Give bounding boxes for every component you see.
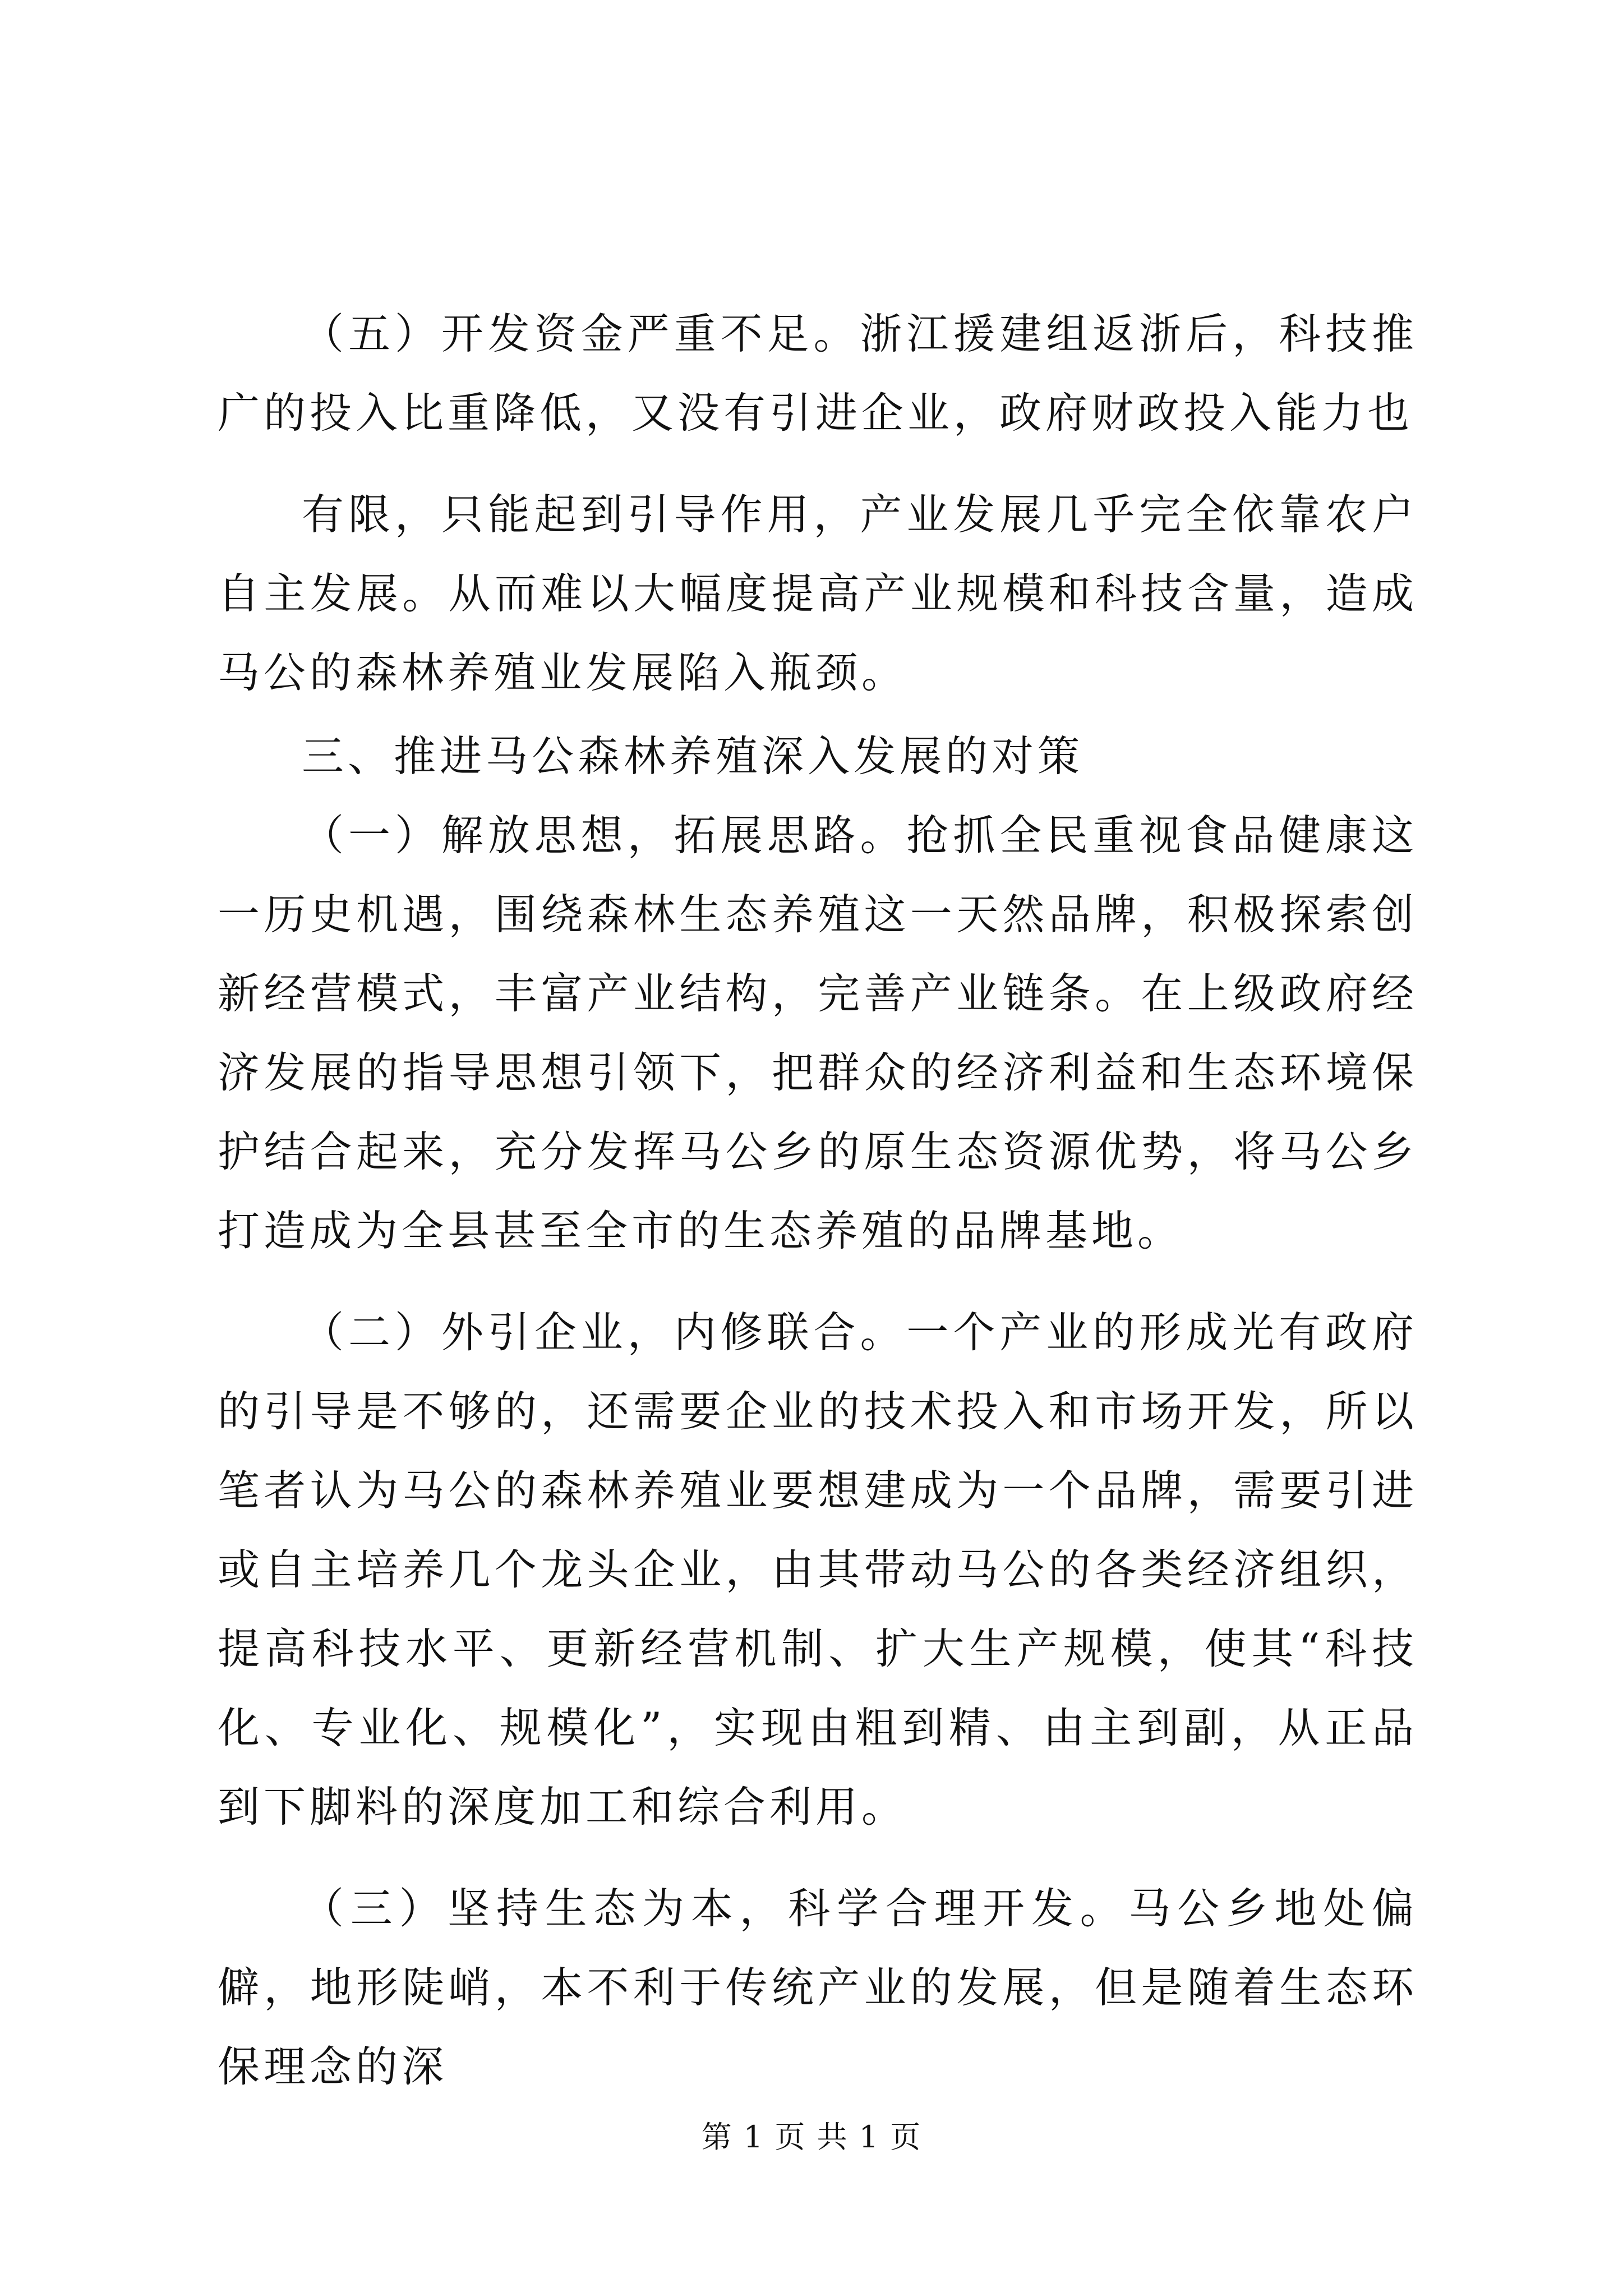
paragraph-funding-continued: 有限，只能起到引导作用，产业发展几乎完全依靠农户自主发展。从而难以大幅度提高产业规模和科技含量，造成马公的森林养殖业发展陷入瓶颈。 [218, 490, 1418, 697]
paragraph-attract-enterprises: （二）外引企业，内修联合。一个产业的形成光有政府的引导是不够的，还需要企业的技术投入和市场开发，所以笔者认为马公的森林养殖业要想建成为一个品牌，需要引进或自主培养几个龙头企业，由其带动马公的各类经济组织，提高科技水平、更新经营机制、扩大生产规模，使其“科技化、专业化、规模化”，实现由粗到精、由主到副，从正品到下脚料的深度加工和综合利用。 [218, 1308, 1418, 1832]
paragraph-funding-shortage: （五）开发资金严重不足。浙江援建组返浙后，科技推广的投入比重降低，又没有引进企业，政府财政投入能力也 [218, 309, 1418, 438]
paragraph-emancipate-thinking: （一）解放思想，拓展思路。抢抓全民重视食品健康这一历史机遇，围绕森林生态养殖这一天然品牌，积极探索创新经营模式，丰富产业结构，完善产业链条。在上级政府经济发展的指导思想引领下，把群众的经济利益和生态环境保护结合起来，充分发挥马公乡的原生态资源优势，将马公乡打造成为全县甚至全市的生态养殖的品牌基地。 [218, 811, 1418, 1255]
paragraph-ecology-first: （三）坚持生态为本，科学合理开发。马公乡地处偏僻，地形陡峭，本不利于传统产业的发展，但是随着生态环保理念的深 [218, 1884, 1418, 2091]
section-heading-countermeasures: 三、推进马公森林养殖深入发展的对策 [302, 731, 1084, 781]
page-footer: 第 1 页 共 1 页 [701, 2119, 922, 2155]
document-body [218, 295, 1418, 2106]
